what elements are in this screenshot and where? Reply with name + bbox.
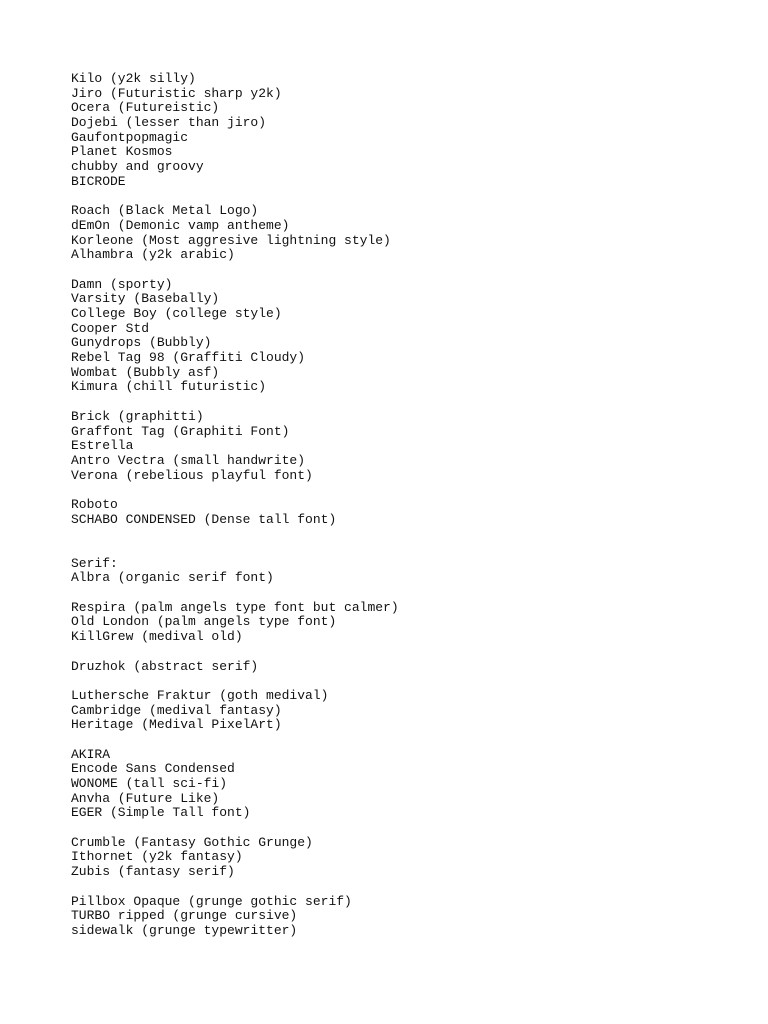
- text-line: Korleone (Most aggresive lightning style): [71, 232, 391, 248]
- text-line: chubby and groovy: [71, 159, 204, 175]
- text-line: Heritage (Medival PixelArt): [71, 717, 282, 733]
- text-line: Ithornet (y2k fantasy): [71, 849, 243, 865]
- text-line: Gaufontpopmagic: [71, 129, 189, 145]
- text-line: BICRODE: [71, 173, 126, 189]
- text-line: Verona (rebelious playful font): [71, 467, 313, 483]
- font-group-grunge: [71, 895, 751, 939]
- section-heading: Serif:: [71, 555, 118, 571]
- text-line: sidewalk (grunge typewritter): [71, 922, 298, 938]
- text-line: TURBO ripped (grunge cursive): [71, 908, 298, 924]
- text-line: SCHABO CONDENSED (Dense tall font): [71, 511, 337, 527]
- text-line: Ocera (Futureistic): [71, 100, 220, 116]
- text-line: Pillbox Opaque (grunge gothic serif): [71, 893, 352, 909]
- text-line: Dojebi (lesser than jiro): [71, 115, 267, 131]
- text-line: Encode Sans Condensed: [71, 761, 235, 777]
- text-line: Jiro (Futuristic sharp y2k): [71, 85, 282, 101]
- font-group-tall: [71, 748, 751, 821]
- text-line: Crumble (Fantasy Gothic Grunge): [71, 834, 313, 850]
- text-line: Alhambra (y2k arabic): [71, 247, 235, 263]
- text-line: Antro Vectra (small handwrite): [71, 452, 306, 468]
- font-group-sans: [71, 498, 751, 527]
- font-group-abstract: [71, 660, 751, 675]
- font-group-sporty: [71, 278, 751, 396]
- text-line: AKIRA: [71, 746, 111, 762]
- document-page: [71, 72, 751, 953]
- text-line: Estrella: [71, 438, 134, 454]
- font-group-palm-angels: [71, 601, 751, 645]
- text-line: WONOME (tall sci-fi): [71, 776, 228, 792]
- text-line: Wombat (Bubbly asf): [71, 364, 220, 380]
- text-line: dEmOn (Demonic vamp antheme): [71, 217, 290, 233]
- text-line: Respira (palm angels type font but calmer): [71, 599, 399, 615]
- text-line: Varsity (Basebally): [71, 291, 220, 307]
- text-line: Old London (palm angels type font): [71, 614, 337, 630]
- font-group-graffiti: [71, 410, 751, 483]
- text-line: Rebel Tag 98 (Graffiti Cloudy): [71, 350, 306, 366]
- text-line: Kilo (y2k silly): [71, 71, 196, 86]
- text-line: KillGrew (medival old): [71, 629, 243, 645]
- text-line: Planet Kosmos: [71, 144, 173, 160]
- text-line: Roboto: [71, 496, 118, 512]
- text-line: Cooper Std: [71, 320, 150, 336]
- text-line: Zubis (fantasy serif): [71, 864, 235, 880]
- text-line: Anvha (Future Like): [71, 790, 220, 806]
- font-group-metal: [71, 204, 751, 263]
- text-line: Albra (organic serif font): [71, 570, 274, 586]
- text-line: Druzhok (abstract serif): [71, 658, 259, 674]
- text-line: Roach (Black Metal Logo): [71, 203, 259, 219]
- font-group-serif: [71, 557, 751, 586]
- text-line: Gunydrops (Bubbly): [71, 335, 212, 351]
- text-line: EGER (Simple Tall font): [71, 805, 251, 821]
- text-line: Brick (graphitti): [71, 408, 204, 424]
- text-line: Kimura (chill futuristic): [71, 379, 267, 395]
- text-line: Luthersche Fraktur (goth medival): [71, 687, 329, 703]
- font-group-y2k: [71, 72, 751, 190]
- text-line: Damn (sporty): [71, 276, 173, 292]
- text-line: Graffont Tag (Graphiti Font): [71, 423, 290, 439]
- font-group-medieval: [71, 689, 751, 733]
- text-line: College Boy (college style): [71, 306, 282, 321]
- font-group-fantasy: [71, 836, 751, 880]
- text-line: Cambridge (medival fantasy): [71, 702, 282, 718]
